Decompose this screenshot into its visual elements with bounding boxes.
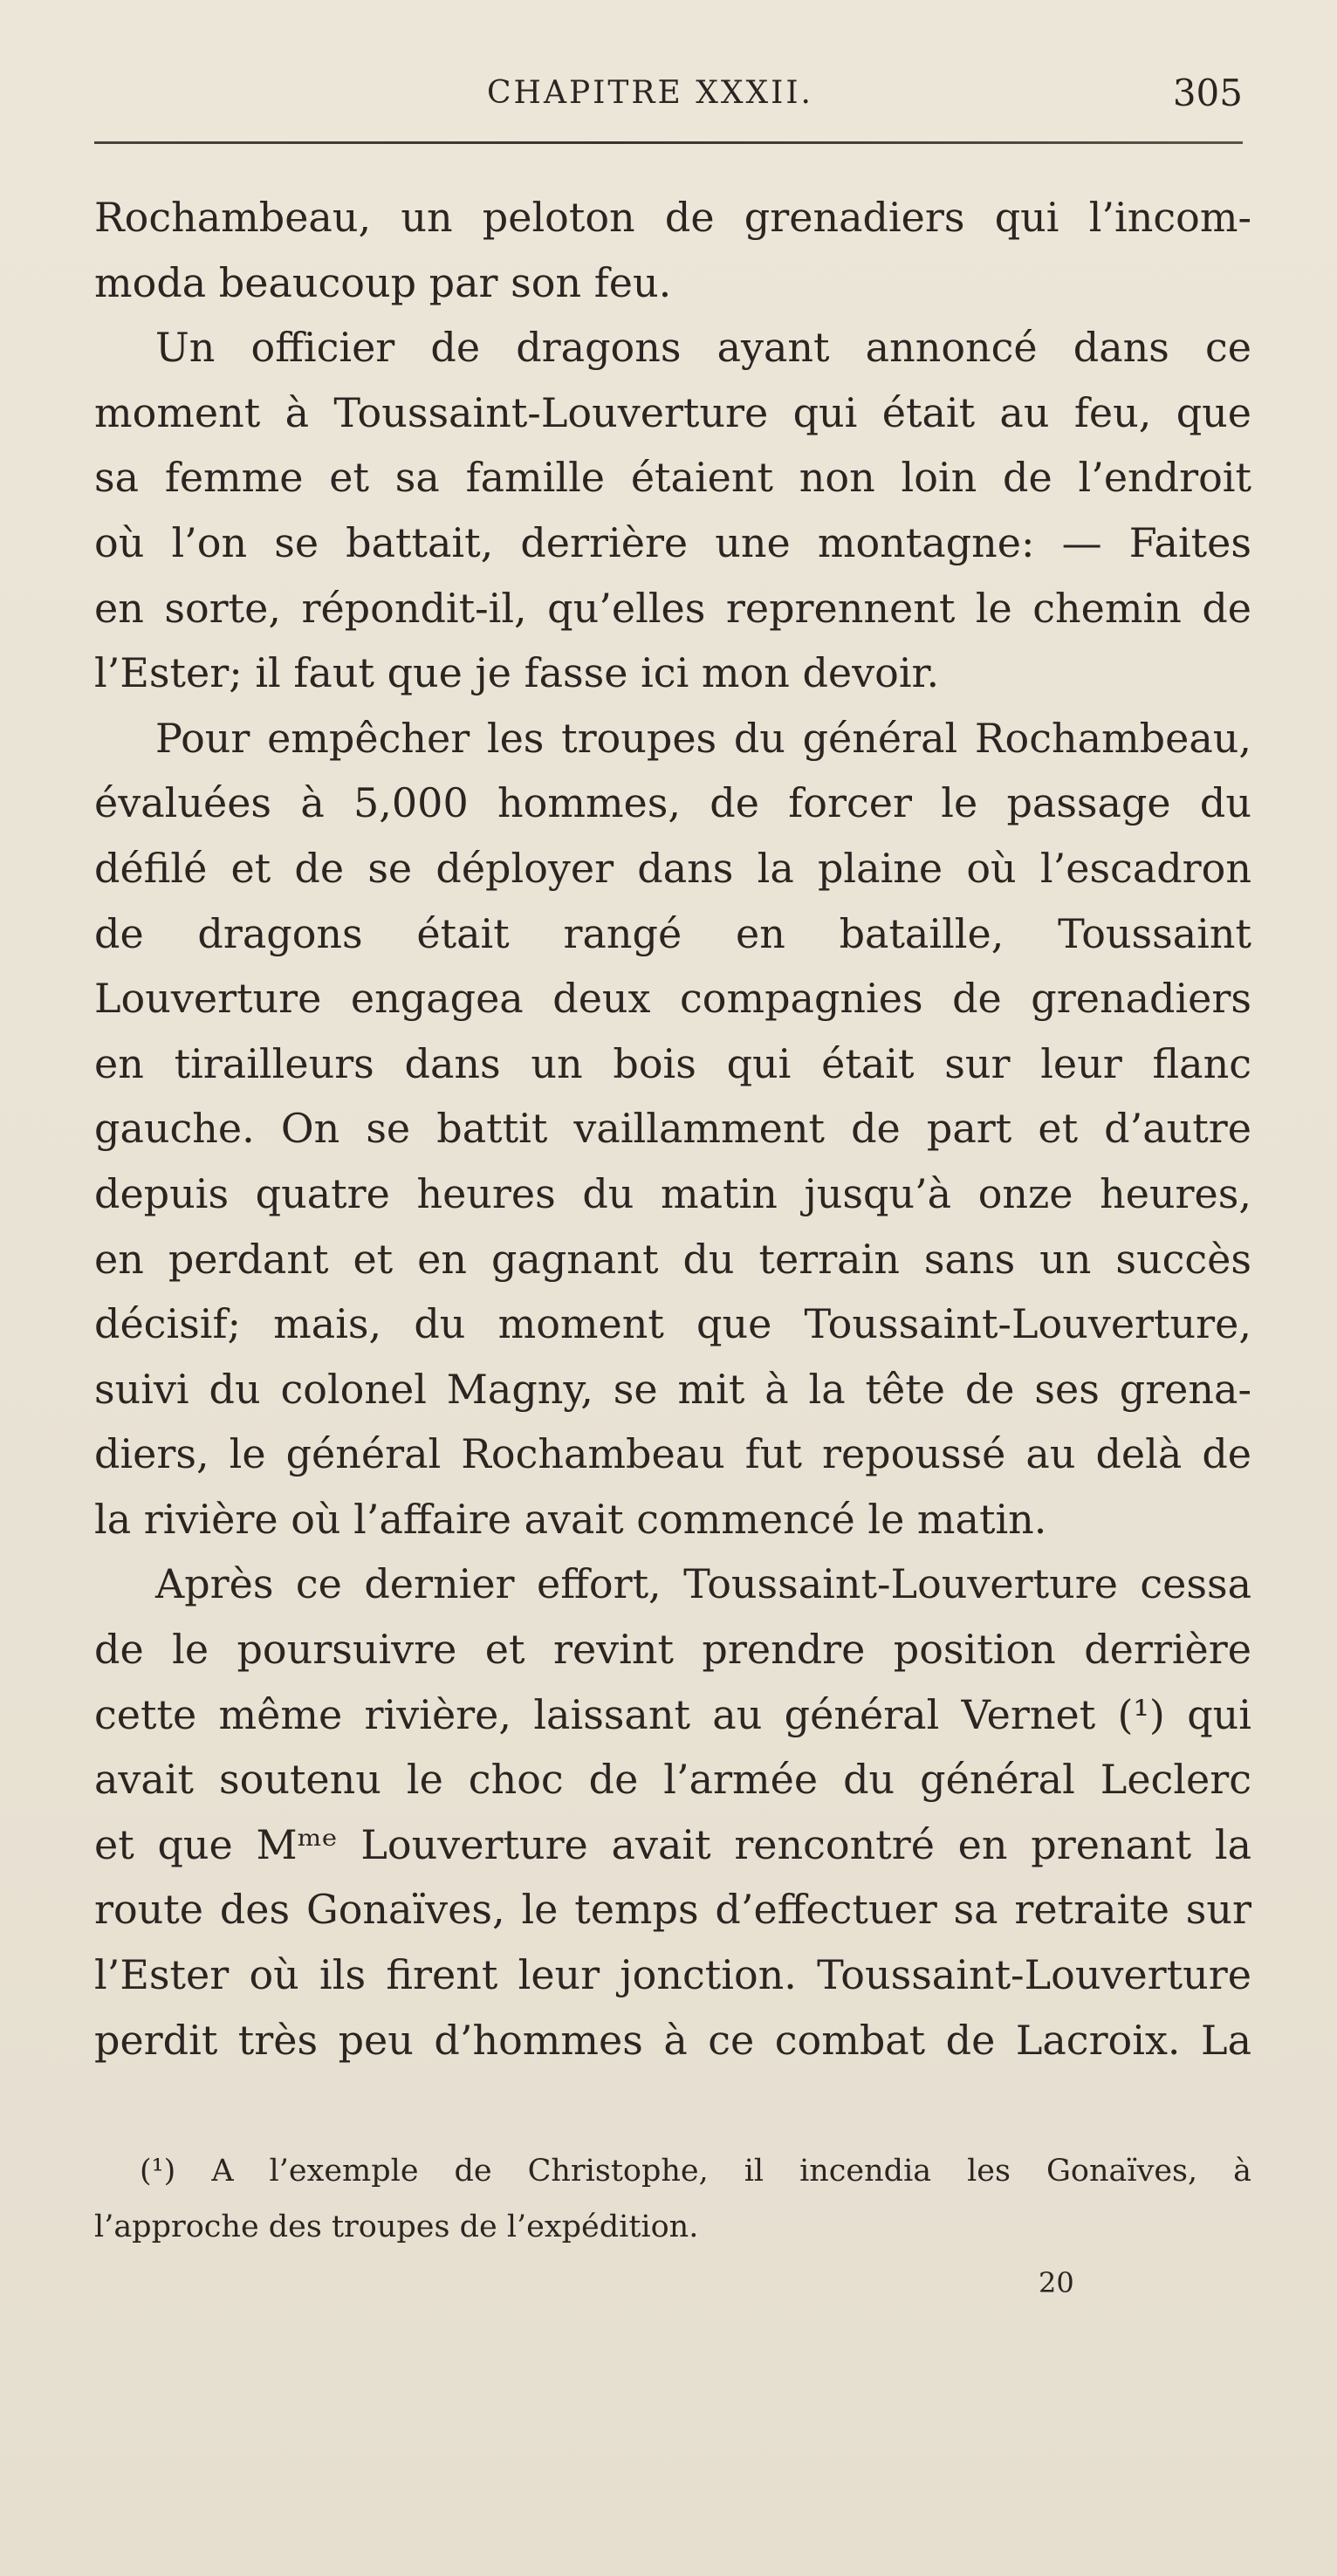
footnote-line: (¹) A l’exemple de Christophe, il incendia les Gonaïves, à bbox=[140, 2154, 1251, 2189]
page-number: 305 bbox=[1172, 72, 1243, 114]
text-line: Rochambeau, un peloton de grenadiers qui l’incom- bbox=[94, 194, 1251, 241]
text-line: sa femme et sa famille étaient non loin de l’endroit bbox=[94, 454, 1251, 502]
text-line: défilé et de se déployer dans la plaine où l’escadron bbox=[94, 844, 1251, 892]
text-line: suivi du colonel Magny, se mit à la tête de ses grena- bbox=[94, 1365, 1251, 1413]
page-header bbox=[94, 63, 1243, 124]
text-line: perdit très peu d’hommes à ce combat de Lacroix. La bbox=[94, 2016, 1251, 2064]
text-line: de dragons était rangé en bataille, Toussaint bbox=[94, 909, 1251, 957]
text-line: en sorte, répondit-il, qu’elles reprennent le chemin de bbox=[94, 584, 1251, 632]
text-line: en tirailleurs dans un bois qui était sur leur flanc bbox=[94, 1039, 1251, 1087]
text-line: route des Gonaïves, le temps d’effectuer sa retraite sur bbox=[94, 1886, 1251, 1934]
text-line: et que Mᵐᵉ Louverture avait rencontré en prenant la bbox=[94, 1820, 1251, 1868]
body-text bbox=[94, 185, 1251, 2072]
text-line: Un officier de dragons ayant annoncé dans ce bbox=[155, 324, 1251, 372]
footnote bbox=[94, 2143, 1251, 2255]
text-line: moda beaucoup par son feu. bbox=[94, 258, 672, 306]
text-line: décisif; mais, du moment que Toussaint-Louverture, bbox=[94, 1300, 1251, 1348]
text-line: l’Ester où ils firent leur jonction. Toussaint-Louverture bbox=[94, 1951, 1251, 1999]
text-line: évaluées à 5,000 hommes, de forcer le passage du bbox=[94, 779, 1251, 827]
text-line: diers, le général Rochambeau fut repoussé au delà de bbox=[94, 1430, 1251, 1478]
text-line: l’Ester; il faut que je fasse ici mon devoir. bbox=[94, 649, 940, 697]
text-line: de le poursuivre et revint prendre position derrière bbox=[94, 1626, 1251, 1674]
header-rule bbox=[94, 141, 1243, 144]
running-title: CHAPITRE XXXII. bbox=[487, 75, 813, 111]
text-line: Pour empêcher les troupes du général Rochambeau, bbox=[155, 714, 1251, 762]
text-line: en perdant et en gagnant du terrain sans un succès bbox=[94, 1235, 1251, 1283]
text-line: depuis quatre heures du matin jusqu’à onze heures, bbox=[94, 1169, 1251, 1217]
footnote-line: l’approche des troupes de l’expédition. bbox=[94, 2209, 699, 2244]
signature-mark: 20 bbox=[1039, 2266, 1074, 2299]
text-line: Après ce dernier effort, Toussaint-Louverture cessa bbox=[155, 1560, 1251, 1608]
text-line: Louverture engagea deux compagnies de grenadiers bbox=[94, 975, 1251, 1023]
text-line: la rivière où l’affaire avait commencé le matin. bbox=[94, 1495, 1047, 1543]
text-line: où l’on se battait, derrière une montagne: — Faites bbox=[94, 518, 1251, 566]
text-line: moment à Toussaint-Louverture qui était au feu, que bbox=[94, 388, 1251, 436]
text-line: cette même rivière, laissant au général Vernet (¹) qui bbox=[94, 1690, 1251, 1738]
text-line: avait soutenu le choc de l’armée du général Leclerc bbox=[94, 1756, 1251, 1804]
text-line: gauche. On se battit vaillamment de part et d’autre bbox=[94, 1105, 1251, 1153]
